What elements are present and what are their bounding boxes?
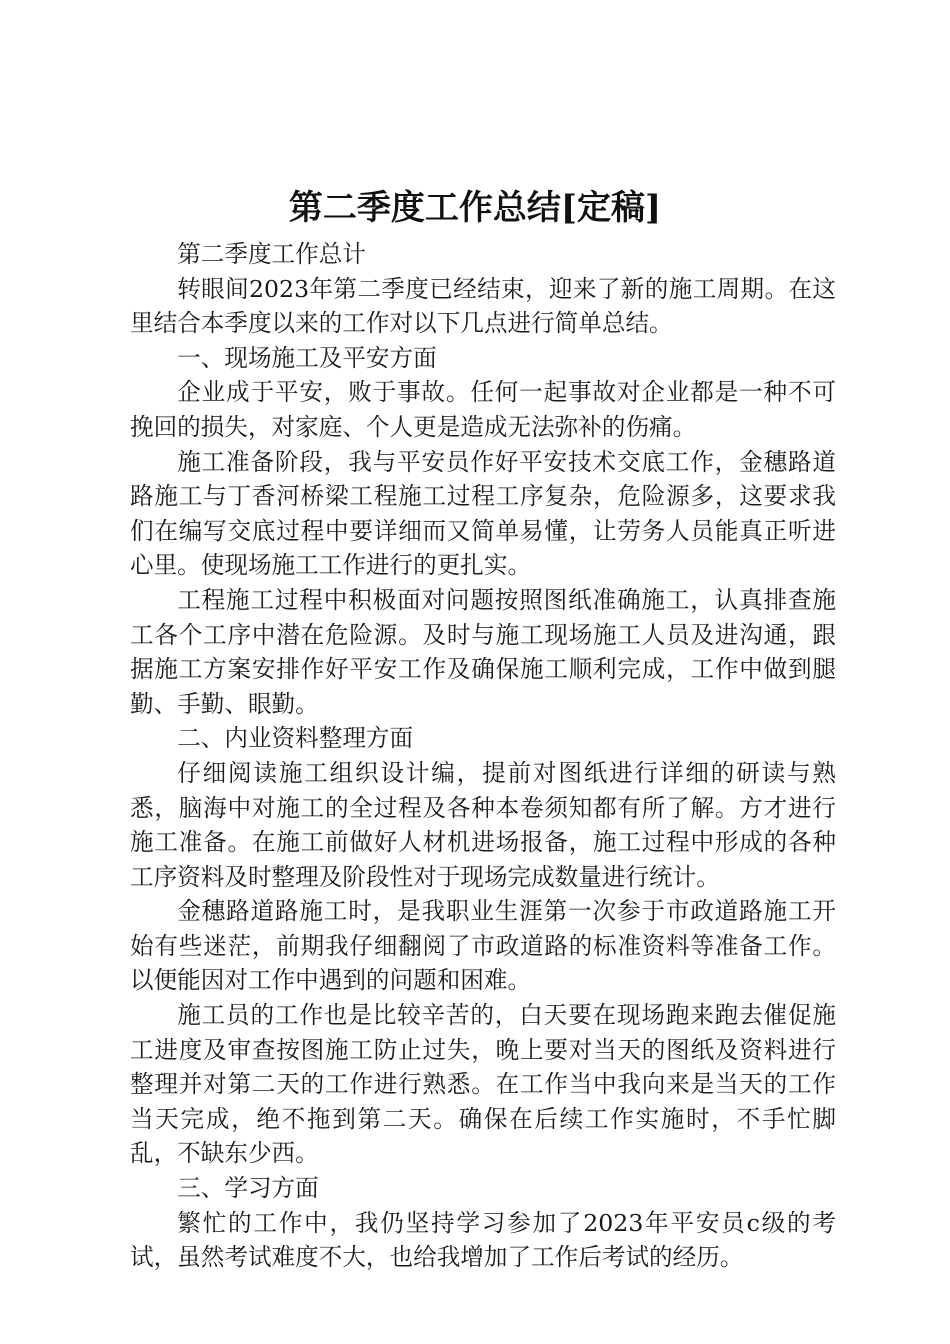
document-title: 第二季度工作总结[定稿] <box>288 188 662 228</box>
document-body <box>130 237 836 1275</box>
paragraph: 企业成于平安，败于事故。任何一起事故对企业都是一种不可挽回的损失，对家庭、个人更是造成无法弥补的伤痛。 <box>130 378 836 441</box>
paragraph: 施工员的工作也是比较辛苦的，白天要在现场跑来跑去催促施工进度及审查按图施工防止过失，晚上要对当天的图纸及资料进行整理并对第二天的工作进行熟悉。在工作当中我向来是当天的工作当天完成，绝不拖到第二天。确保在后续工作实施时，不手忙脚乱，不缺东少西。 <box>130 1001 836 1168</box>
paragraph: 金穗路道路施工时，是我职业生涯第一次参于市政道路施工开始有些迷茫，前期我仔细翻阅了市政道路的标准资料等准备工作。以便能因对工作中遇到的问题和困难。 <box>130 897 836 995</box>
section-heading-safety: 一、现场施工及平安方面 <box>177 343 437 372</box>
paragraph: 仔细阅读施工组织设计编，提前对图纸进行详细的研读与熟悉，脑海中对施工的全过程及各种本卷须知都有所了解。方才进行施工准备。在施工前做好人材机进场报备，施工过程中形成的各种工序资料及时整理及阶段性对于现场完成数量进行统计。 <box>130 758 836 891</box>
paragraph-subtitle: 第二季度工作总计 <box>177 240 366 268</box>
section-heading-learning: 三、学习方面 <box>177 1174 319 1203</box>
paragraph: 工程施工过程中积极面对问题按照图纸准确施工，认真排查施工各个工序中潜在危险源。及时与施工现场施工人员及进沟通，跟据施工方案安排作好平安工作及确保施工顺利完成，工作中做到腿勤、手勤、眼勤。 <box>130 585 836 718</box>
paragraph: 施工准备阶段，我与平安员作好平安技术交底工作，金穗路道路施工与丁香河桥梁工程施工过程工序复杂，危险源多，这要求我们在编写交底过程中要详细而又简单易懂，让劳务人员能真正听进心里。使现场施工工作进行的更扎实。 <box>130 447 836 580</box>
paragraph-intro: 转眼间2023年第二季度已经结束，迎来了新的施工周期。在这里结合本季度以来的工作对以下几点进行简单总结。 <box>130 274 836 338</box>
paragraph: 繁忙的工作中，我仍坚持学习参加了2023年平安员c级的考试，虽然考试难度不大，也给我增加了工作后考试的经历。 <box>130 1208 836 1272</box>
section-heading-documentation: 二、内业资料整理方面 <box>177 724 414 753</box>
